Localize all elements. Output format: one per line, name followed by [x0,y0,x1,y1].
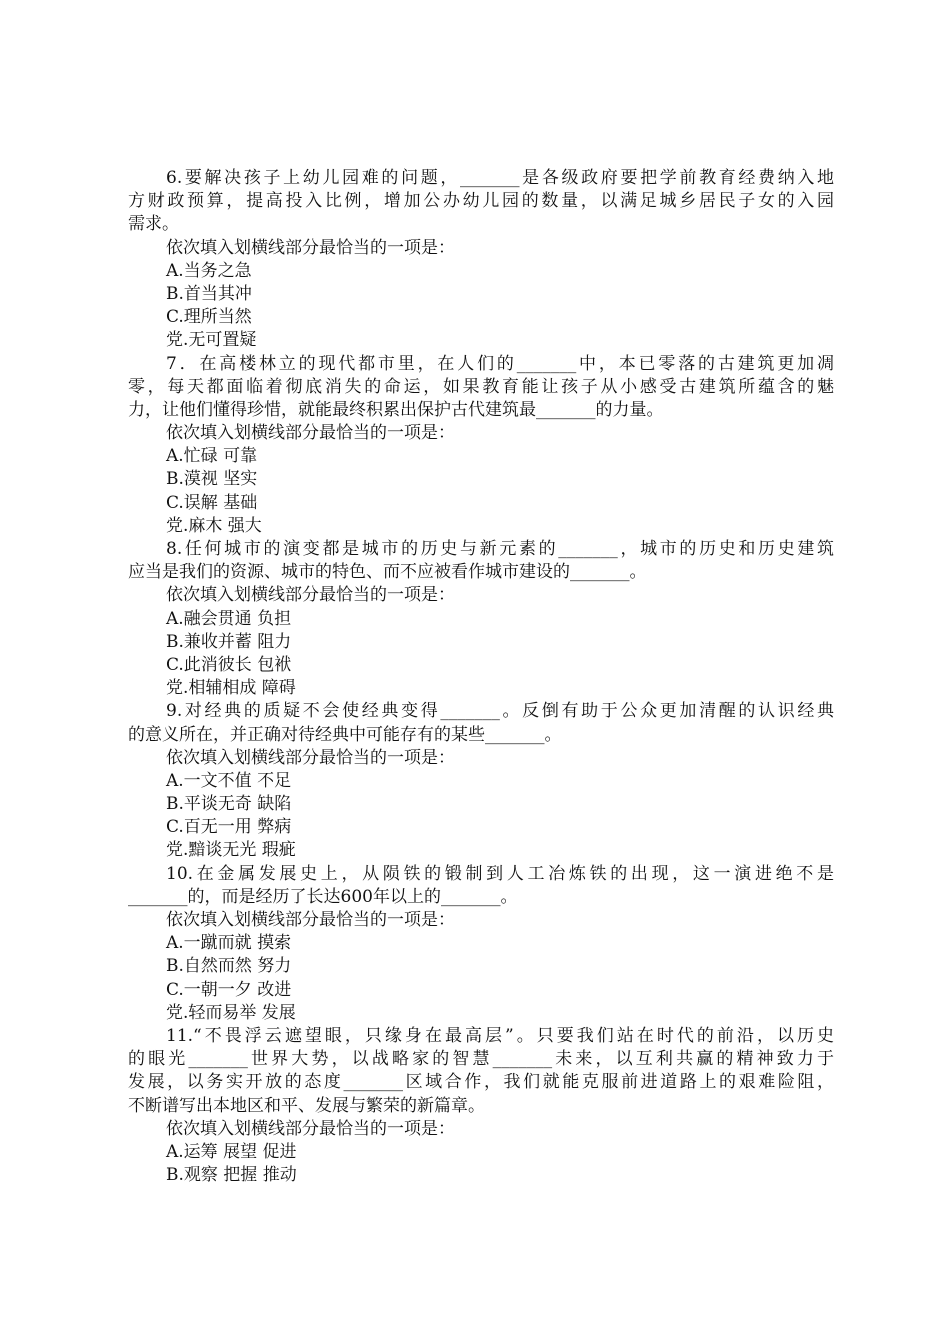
question-6 [128,167,834,353]
answer-option: 党.相辅相成 障碍 [166,678,296,699]
question-prompt: 依次填入划横线部分最恰当的一项是： [166,237,455,258]
question-stem-line: 10.在金属发展史上，从陨铁的锻制到人工冶炼铁的出现，这一演进绝不是 [166,863,834,884]
answer-option: B.兼收并蓄 阻力 [166,631,292,652]
answer-option: B.平谈无奇 缺陷 [166,794,292,815]
question-prompt: 依次填入划横线部分最恰当的一项是： [166,423,455,444]
answer-option: C.百无一用 弊病 [166,817,292,838]
answer-option: 党.轻而易举 发展 [166,1002,296,1023]
answer-option: 党.麻木 强大 [166,515,262,536]
answer-option: A.一文不值 不足 [166,770,292,791]
answer-option: C.一朝一夕 改进 [166,979,292,1000]
question-stem-line: 零，每天都面临着彻底消失的命运，如果教育能让孩子从小感受古建筑所蕴含的魅 [128,376,834,397]
answer-option: A.当务之急 [166,260,252,281]
question-stem-line: 7．在高楼林立的现代都市里，在人们的_______中，本已零落的古建筑更加凋 [166,353,834,374]
question-stem-line: 应当是我们的资源、城市的特色、而不应被看作城市建设的_______。 [128,562,647,583]
answer-option: B.首当其冲 [166,283,252,304]
question-stem-line: _______的，而是经历了长达600年以上的_______。 [128,886,518,907]
question-8 [128,538,834,700]
answer-option: A.一蹴而就 摸索 [166,933,292,954]
question-stem-line: 11.“不畏浮云遮望眼，只缘身在最高层”。只要我们站在时代的前沿，以历史 [166,1025,834,1046]
question-9 [128,700,834,862]
answer-option: B.观察 把握 推动 [166,1165,297,1186]
question-stem-line: 6.要解决孩子上幼儿园难的问题，_______是各级政府要把学前教育经费纳入地 [166,168,834,188]
document-page [128,167,834,1187]
answer-option: A.运筹 展望 促进 [166,1141,297,1162]
question-stem-line: 8.任何城市的演变都是城市的历史与新元素的_______，城市的历史和历史建筑 [166,539,834,559]
question-stem-line: 发展，以务实开放的态度_______区域合作，我们就能克服前进道路上的艰难险阻， [128,1072,834,1093]
question-stem-line: 的眼光_______世界大势，以战略家的智慧_______未来，以互利共赢的精神致力于 [128,1049,834,1070]
answer-option: 党.黯谈无光 瑕疵 [166,840,296,861]
question-stem-line: 的意义所在，并正确对待经典中可能存有的某些_______。 [128,724,562,745]
answer-option: C.理所当然 [166,307,252,328]
answer-option: C.此消彼长 包袱 [166,654,292,675]
question-10 [128,863,834,1025]
question-prompt: 依次填入划横线部分最恰当的一项是： [166,747,455,768]
question-stem-line: 需求。 [128,214,179,235]
question-stem-line: 方财政预算，提高投入比例，增加公办幼儿园的数量，以满足城乡居民子女的入园 [128,191,834,212]
question-stem-line: 力，让他们懂得珍惜，就能最终积累出保护古代建筑最_______的力量。 [128,399,664,420]
answer-option: B.自然而然 努力 [166,956,292,977]
question-prompt: 依次填入划横线部分最恰当的一项是： [166,910,455,930]
answer-option: A.忙碌 可靠 [166,446,258,467]
question-stem-line: 不断谱写出本地区和平、发展与繁荣的新篇章。 [128,1095,485,1116]
question-prompt: 依次填入划横线部分最恰当的一项是： [166,1118,455,1139]
answer-option: 党.无可置疑 [166,330,257,351]
answer-option: C.误解 基础 [166,492,258,513]
answer-option: B.漠视 坚实 [166,469,258,490]
question-11 [128,1025,834,1187]
question-prompt: 依次填入划横线部分最恰当的一项是： [166,585,455,606]
question-7 [128,353,834,539]
question-stem-line: 9.对经典的质疑不会使经典变得_______。反倒有助于公众更加清醒的认识经典 [166,701,834,722]
answer-option: A.融会贯通 负担 [166,608,292,629]
